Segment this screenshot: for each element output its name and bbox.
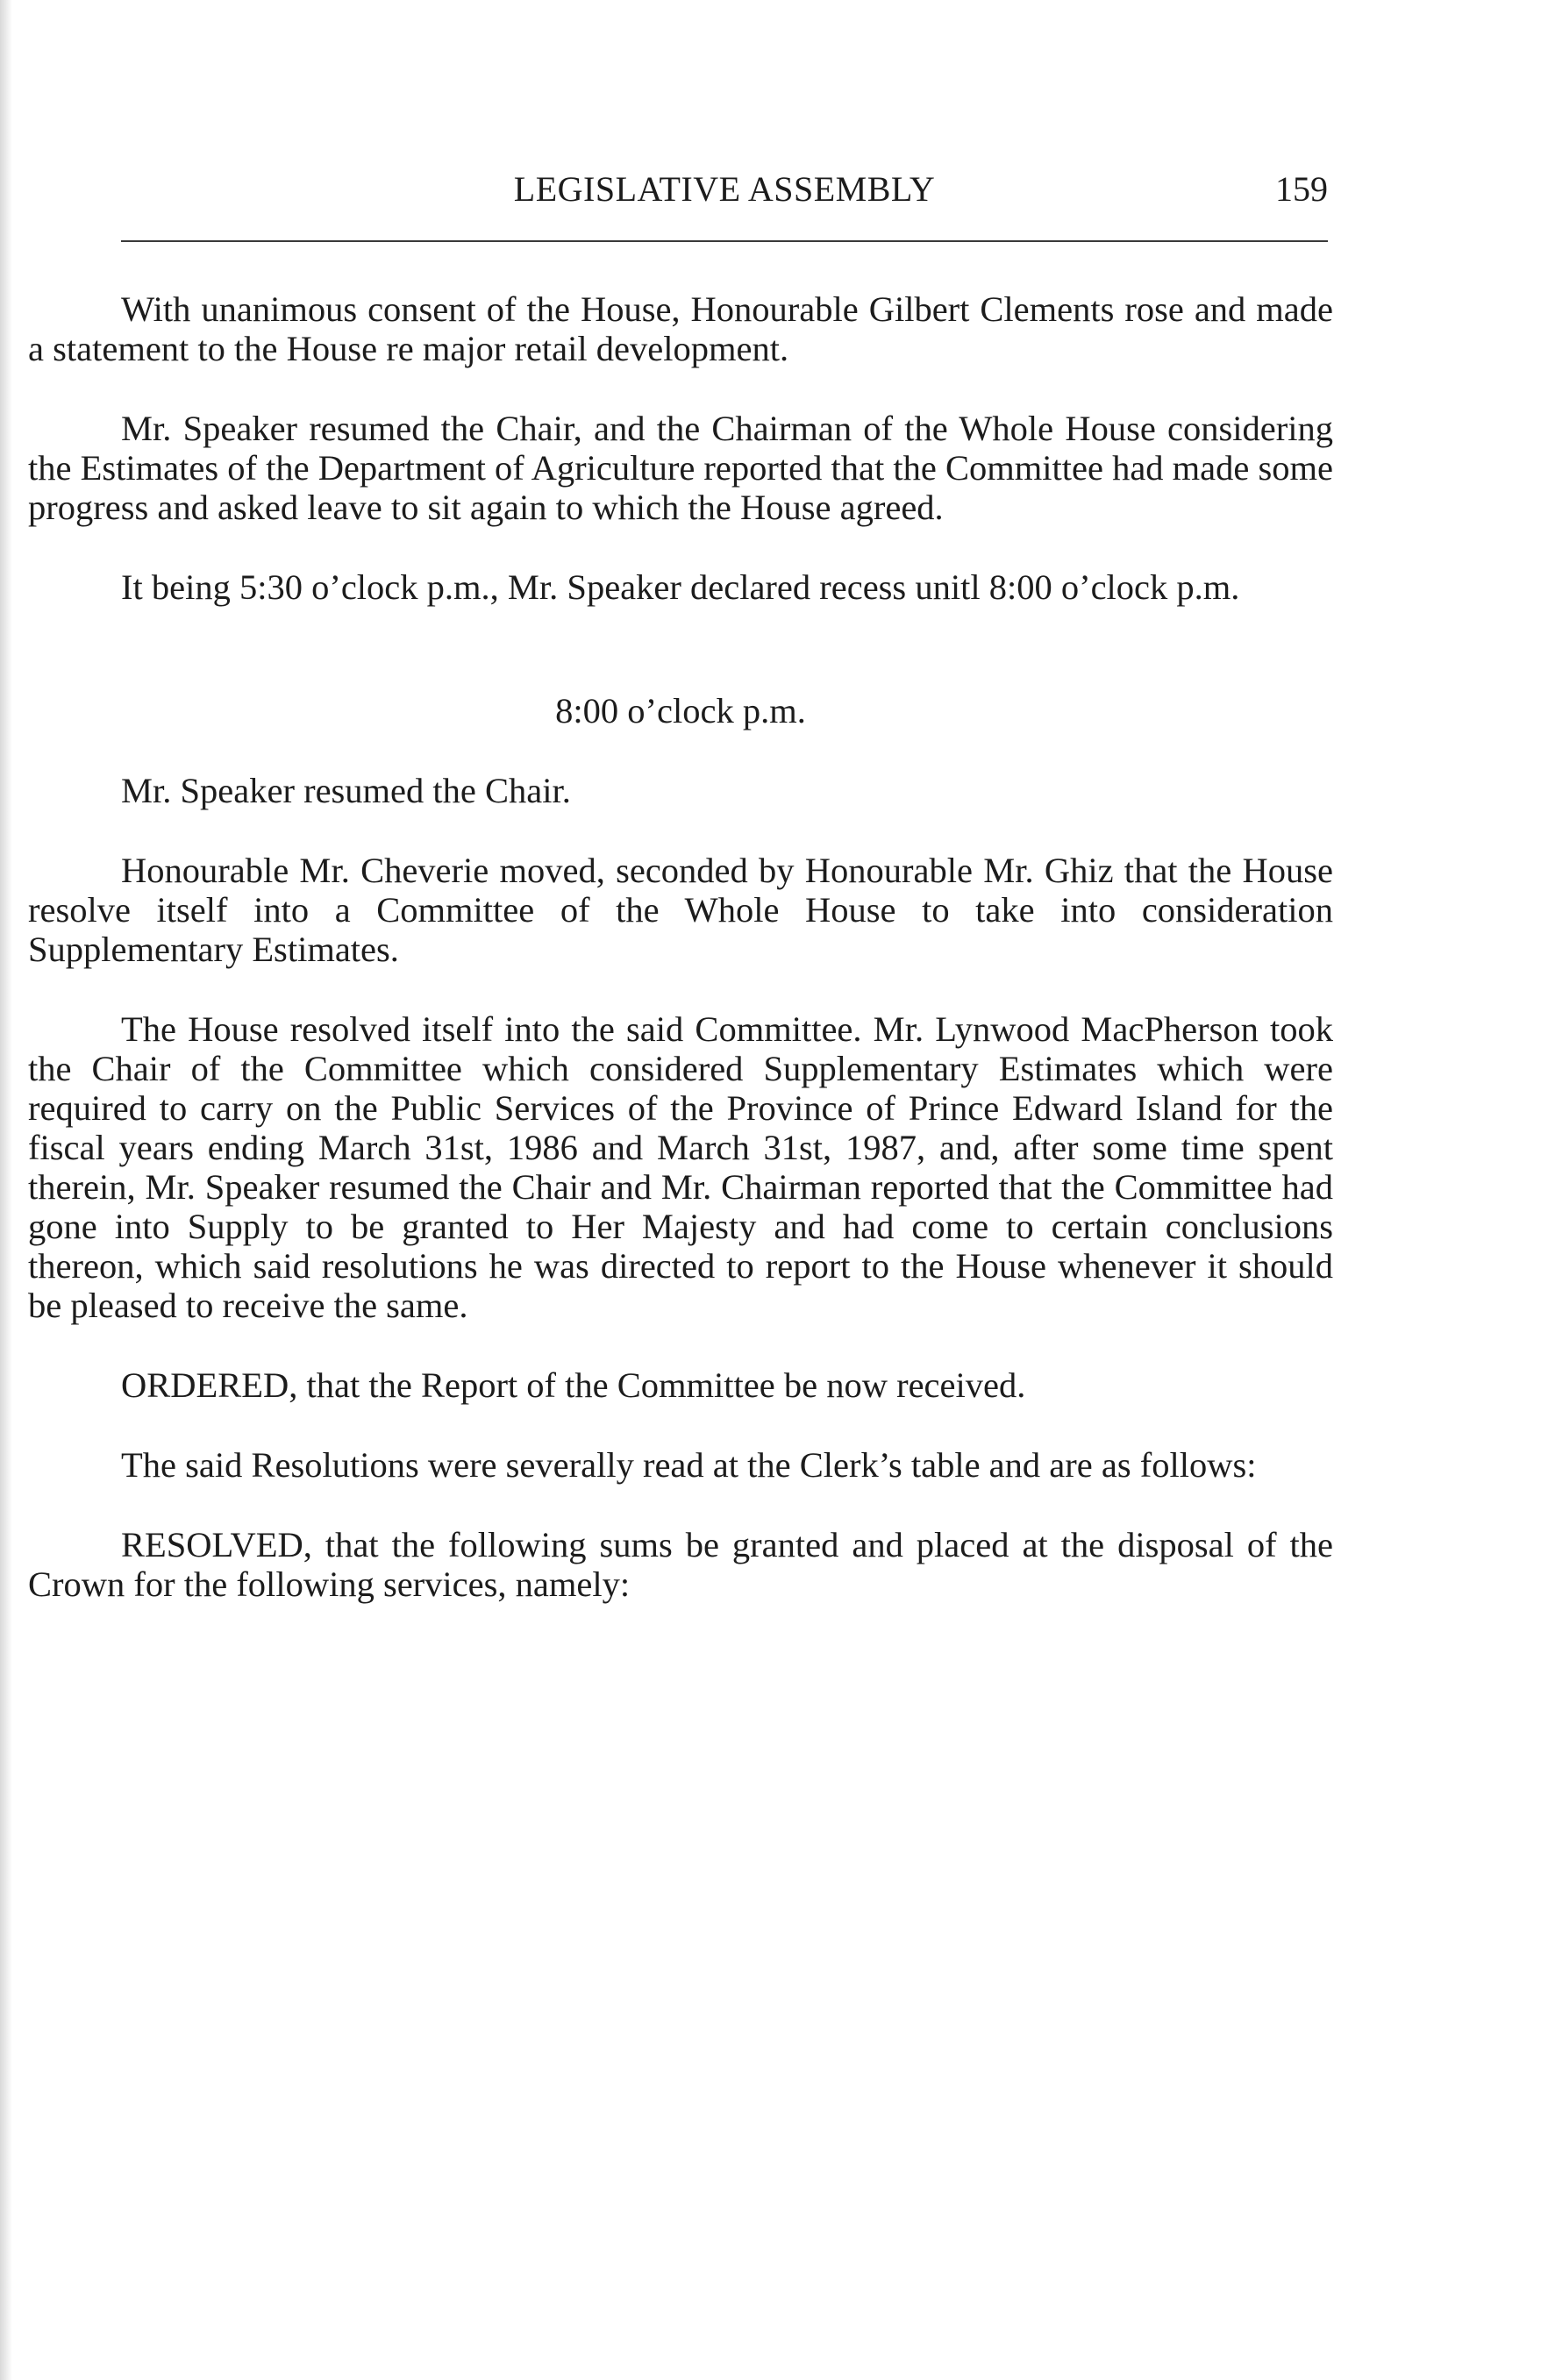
paragraph-resolved: RESOLVED, that the following sums be granted and placed at the disposal of the Crown for the following services, namely:: [28, 1525, 1333, 1604]
paragraph-resolutions-read: The said Resolutions were severally read at the Clerk’s table and are as follows:: [121, 1445, 1257, 1485]
section-time-heading: 8:00 o’clock p.m.: [555, 691, 806, 730]
paragraph-speaker-resumed-agriculture: Mr. Speaker resumed the Chair, and the Chairman of the Whole House considering the Estimates of the Department of Agriculture reported that the Committee had made some progress and asked leave to sit again to which the House agreed.: [28, 409, 1333, 527]
page-number: 159: [1275, 169, 1328, 209]
running-head: LEGISLATIVE ASSEMBLY: [513, 169, 936, 209]
paragraph-recess: It being 5:30 o’clock p.m., Mr. Speaker declared recess unitl 8:00 o’clock p.m.: [121, 567, 1240, 607]
page-body: [28, 289, 1333, 1644]
header-rule: [121, 240, 1328, 242]
paragraph-speaker-resumed: Mr. Speaker resumed the Chair.: [121, 771, 571, 810]
page-header: [121, 168, 1328, 221]
paragraph-statement-retail: With unanimous consent of the House, Honourable Gilbert Clements rose and made a statement to the House re major retail development.: [28, 289, 1333, 368]
paragraph-committee-report: The House resolved itself into the said Committee. Mr. Lynwood MacPherson took the Chair of the Committee which considered Supplementary Estimates which were required to carry on the Public Services of the Province of Prince Edward Island for the fiscal years ending March 31st, 1986 and March 31st, 1987, and, after some time spent therein, Mr. Speaker resumed the Chair and Mr. Chairman reported that the Committee had gone into Supply to be granted to Her Majesty and had come to certain conclusions thereon, which said resolutions he was directed to report to the House whenever it should be pleased to receive the same.: [28, 1009, 1333, 1325]
scan-edge-shadow: [0, 0, 12, 2380]
paragraph-ordered: ORDERED, that the Report of the Committee be now received.: [121, 1365, 1026, 1405]
paragraph-motion-committee: Honourable Mr. Cheverie moved, seconded by Honourable Mr. Ghiz that the House resolve itself into a Committee of the Whole House to take into consideration Supplementary Estimates.: [28, 851, 1333, 969]
